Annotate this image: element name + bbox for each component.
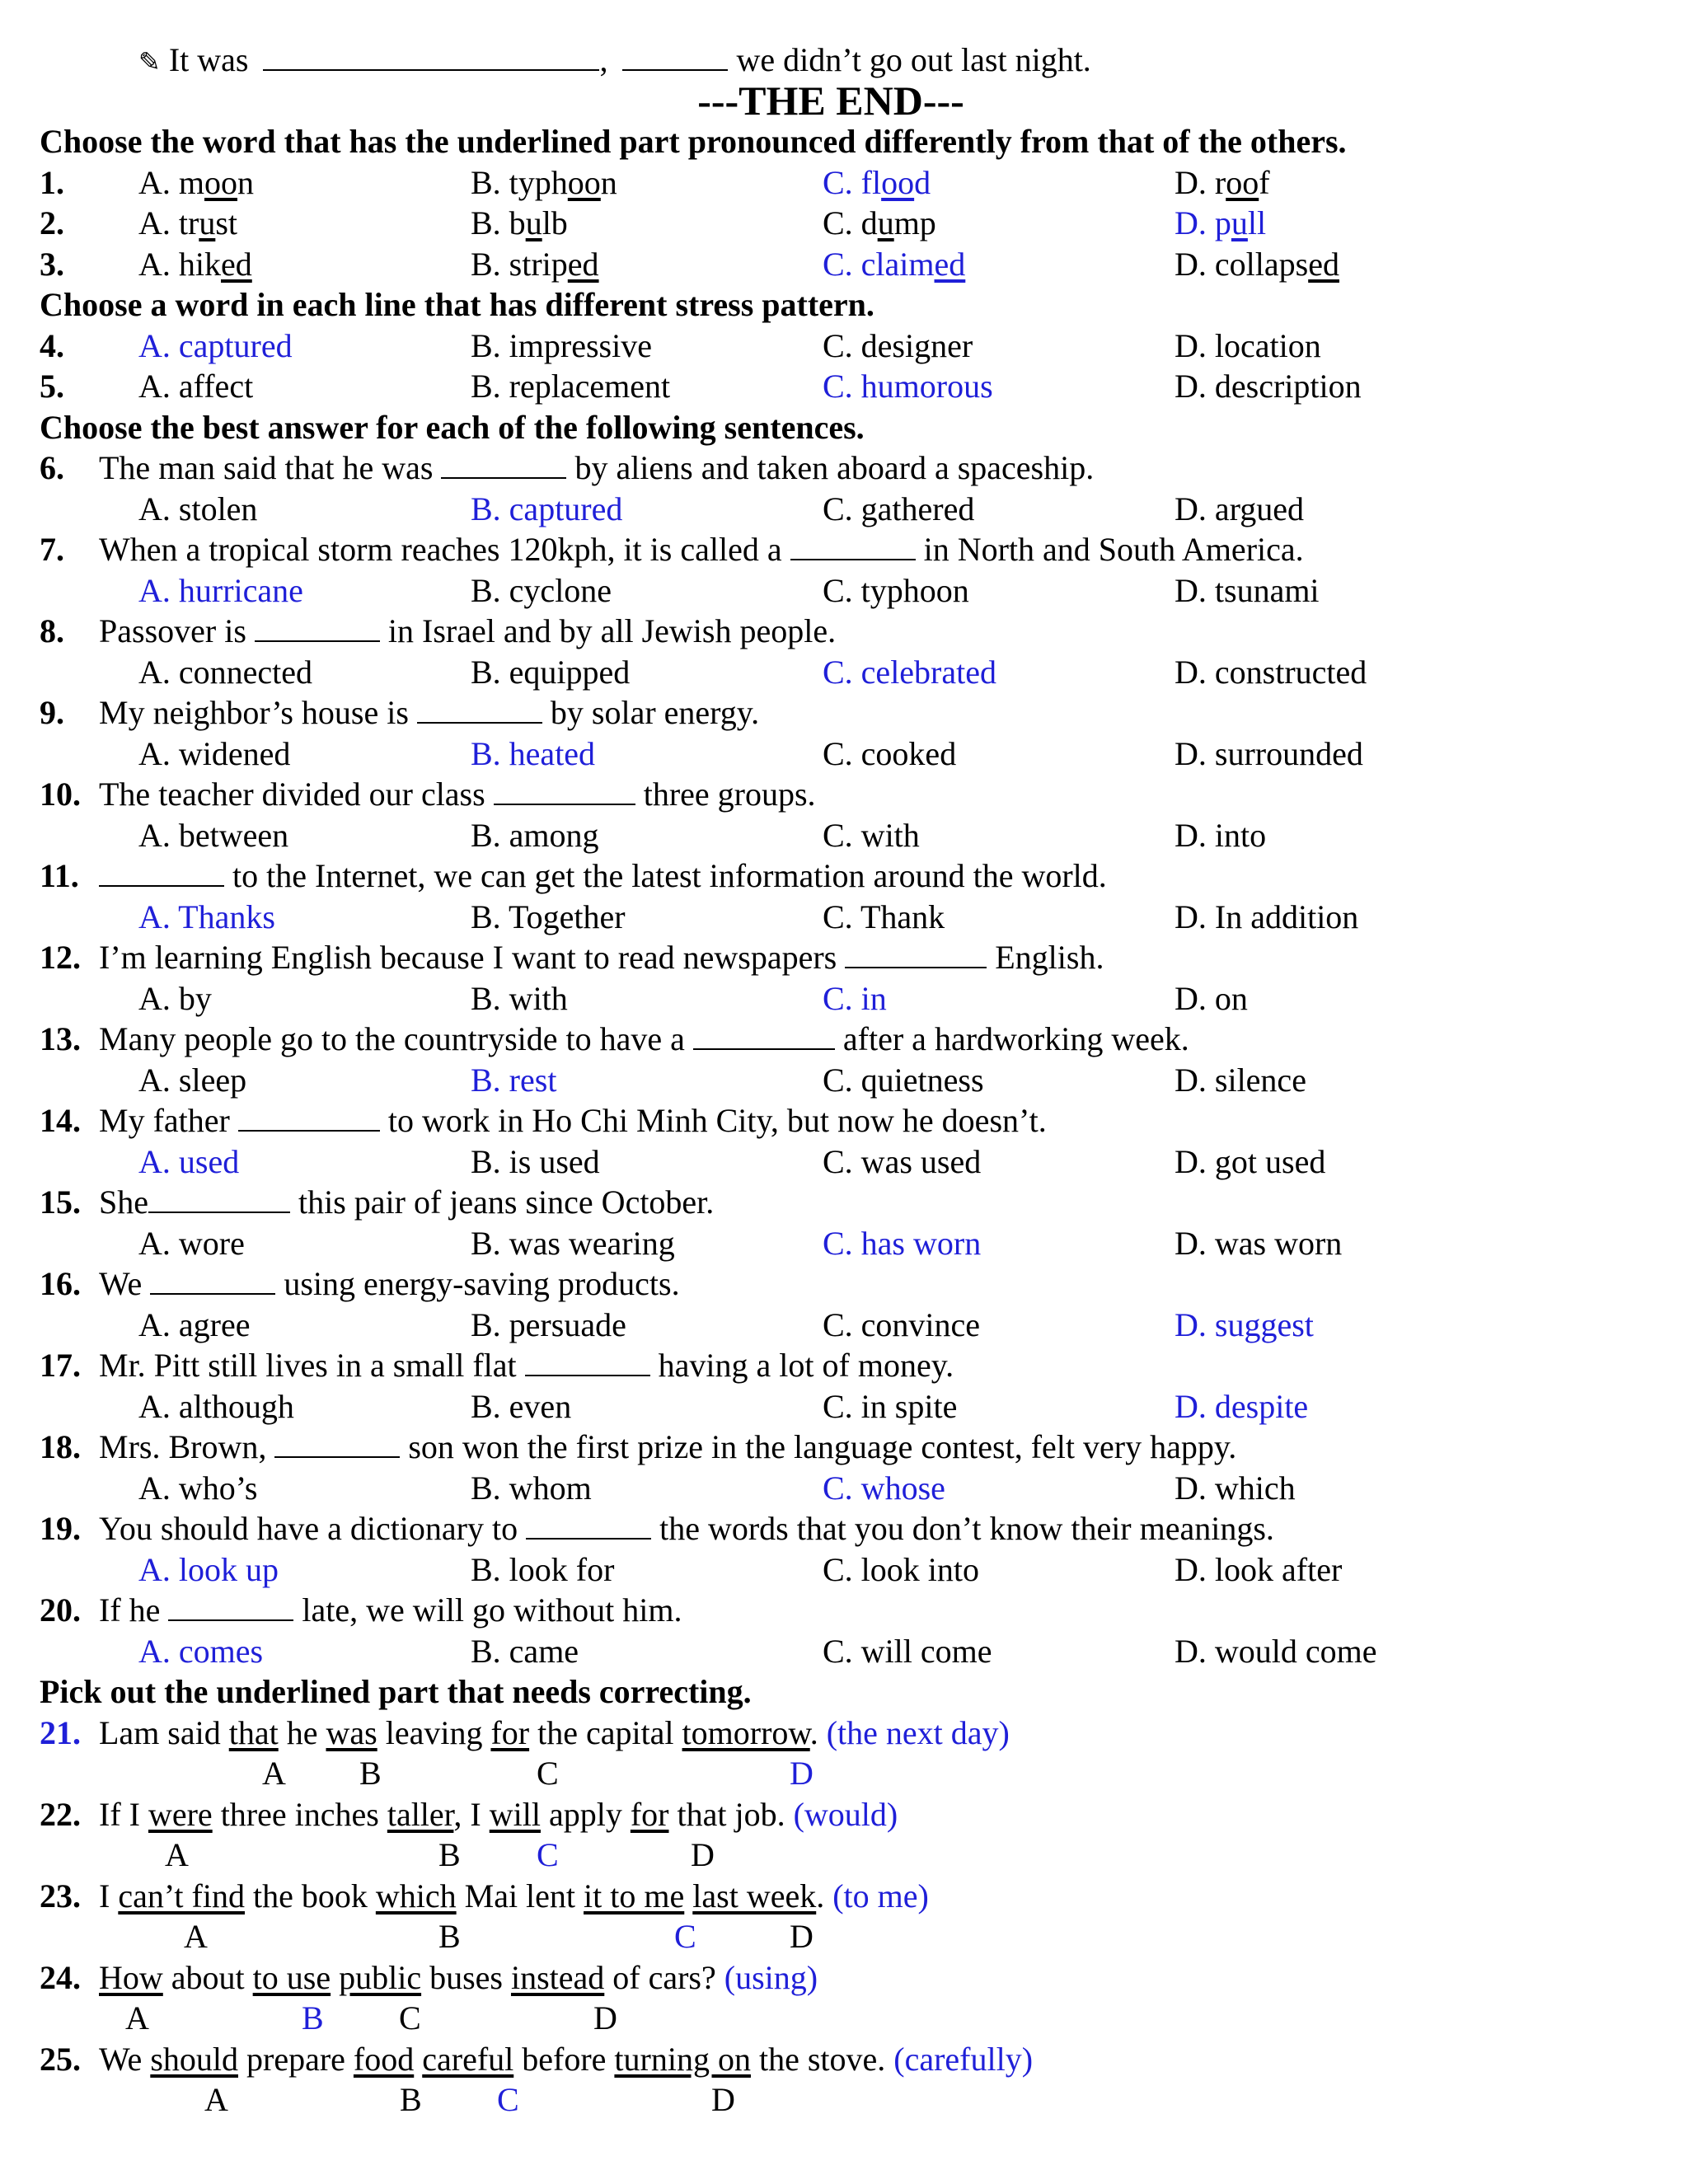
option-a-answer: A. used: [138, 1142, 240, 1180]
option-b: B. bulb: [471, 204, 568, 241]
option-d: D. which: [1175, 1469, 1296, 1507]
option-c: C. cooked: [823, 734, 957, 772]
option-c: C. designer: [823, 326, 973, 364]
question-6-stem: [40, 448, 1655, 489]
question-number: 23.: [40, 1877, 81, 1915]
option-c: C. with: [823, 816, 920, 854]
stem-text: three groups.: [643, 776, 816, 813]
answer-blank: [441, 448, 566, 479]
question-number: 12.: [40, 939, 81, 976]
stem-text: to work in Ho Chi Minh City, but now he doesn’t.: [387, 1102, 1047, 1139]
stem-text: having a lot of money.: [658, 1347, 954, 1384]
option-b: B. among: [471, 816, 599, 854]
option-b-answer: B. rest: [471, 1061, 557, 1099]
answer-blank: [274, 1427, 400, 1458]
question-2: [40, 203, 1655, 244]
question-18-stem: [40, 1427, 1655, 1468]
option-c: C. convince: [823, 1305, 981, 1343]
question-24-letters: [40, 1998, 1655, 2039]
option-c-answer: C. humorous: [823, 368, 993, 405]
question-6-options: [40, 489, 1655, 530]
intro-line: [40, 40, 1655, 81]
answer-blank: [263, 40, 599, 71]
underlined-part-a: that: [228, 1713, 279, 1751]
part-letter-a: A: [125, 1999, 149, 2036]
option-c: C. dump: [823, 204, 936, 241]
option-b: B. whom: [471, 1469, 592, 1507]
option-c-answer: C. flood: [823, 163, 931, 201]
part-letter-d: D: [593, 1999, 617, 2036]
option-d: D. constructed: [1175, 653, 1367, 691]
option-b: B. Together: [471, 898, 626, 935]
question-number: 21.: [40, 1713, 81, 1751]
question-number: 16.: [40, 1265, 81, 1302]
answer-blank: [790, 529, 916, 560]
worksheet: [40, 40, 1655, 2121]
question-number: 8.: [40, 612, 64, 649]
question-13-stem: [40, 1019, 1655, 1060]
section-heading-stress: Choose a word in each line that has different stress pattern.: [40, 286, 874, 323]
stem-text: My neighbor’s house is: [99, 694, 409, 731]
end-title: ---THE END---: [697, 77, 964, 124]
option-a-answer: A. hurricane: [138, 571, 303, 609]
question-number: 7.: [40, 531, 64, 568]
stem-text: We: [99, 1265, 143, 1302]
question-number: 15.: [40, 1183, 81, 1221]
stem-text: Passover is: [99, 612, 246, 649]
part-letter-b-answer: B: [302, 1999, 324, 2036]
part-letter-c: C: [399, 1999, 421, 2036]
question-21-letters: [40, 1753, 1655, 1794]
answer-blank: [417, 692, 542, 724]
option-c-answer: C. has worn: [823, 1224, 982, 1262]
answer-blank: [150, 1263, 275, 1295]
option-b: B. look for: [471, 1550, 615, 1588]
question-11-stem: [40, 855, 1655, 897]
stem-text: after a hardworking week.: [842, 1020, 1189, 1057]
question-10-stem: [40, 774, 1655, 815]
question-number: 1.: [40, 163, 64, 201]
question-number: 11.: [40, 857, 79, 894]
underlined-part-b: to use: [252, 1958, 331, 1996]
option-b: B. persuade: [471, 1305, 626, 1343]
option-c: C. Thank: [823, 898, 945, 935]
option-d: D. location: [1175, 326, 1321, 364]
part-letter-a: A: [184, 1918, 208, 1955]
stem-text: in Israel and by all Jewish people.: [387, 612, 837, 649]
option-d: D. look after: [1175, 1550, 1343, 1588]
intro-suffix: we didn’t go out last night.: [736, 41, 1091, 78]
pencil-icon: ✎: [138, 46, 161, 77]
question-22-stem: 22. If I were three inches taller, I will apply for that job. (would): [40, 1794, 1655, 1835]
option-d: D. got used: [1175, 1142, 1326, 1180]
question-number: 9.: [40, 694, 64, 731]
question-number: 20.: [40, 1591, 81, 1629]
option-c-answer: C. in: [823, 979, 887, 1017]
stem-text: The man said that he was: [99, 449, 434, 486]
question-12-stem: [40, 937, 1655, 978]
part-letter-c-answer: C: [537, 1836, 559, 1873]
option-b-answer: B. heated: [471, 734, 596, 772]
underlined-part-d: instead: [510, 1958, 605, 1996]
option-d: D. description: [1175, 368, 1362, 405]
stem-text: When a tropical storm reaches 120kph, it is called a: [99, 531, 782, 568]
section-heading-best-answer: Choose the best answer for each of the following sentences.: [40, 408, 865, 446]
option-a: A. widened: [138, 734, 291, 772]
option-b: B. striped: [471, 245, 599, 283]
option-d: D. argued: [1175, 490, 1304, 527]
correction-text: (to me): [832, 1877, 929, 1915]
part-letter-d: D: [691, 1836, 715, 1873]
question-number: 5.: [40, 368, 64, 405]
stem-text: using energy-saving products.: [284, 1265, 680, 1302]
question-8-stem: [40, 611, 1655, 652]
option-c-answer: C. whose: [823, 1469, 945, 1507]
underlined-part-a: How: [99, 1958, 163, 1996]
answer-blank: [238, 1100, 380, 1132]
answer-blank: [168, 1590, 293, 1621]
option-a: A. stolen: [138, 490, 258, 527]
question-12-options: [40, 978, 1655, 1019]
option-a: A. hiked: [138, 245, 252, 283]
stem-text: in North and South America.: [923, 531, 1304, 568]
answer-blank: [255, 611, 380, 642]
question-20-options: [40, 1631, 1655, 1672]
part-letter-d: D: [711, 2081, 735, 2118]
underlined-part-b: which: [375, 1877, 457, 1915]
question-number: 4.: [40, 326, 64, 364]
part-letter-c: C: [537, 1755, 559, 1792]
correction-text: (would): [793, 1795, 898, 1833]
correction-text: (the next day): [826, 1713, 1010, 1751]
question-number: 25.: [40, 2040, 81, 2078]
option-a: A. affect: [138, 368, 254, 405]
section-heading-error: Pick out the underlined part that needs correcting.: [40, 1673, 752, 1710]
option-a: A. by: [138, 979, 212, 1017]
question-9-options: [40, 733, 1655, 775]
question-22-letters: [40, 1835, 1655, 1876]
option-c: C. will come: [823, 1632, 992, 1670]
stem-text: Many people go to the countryside to have a: [99, 1020, 685, 1057]
option-d: D. surrounded: [1175, 734, 1363, 772]
question-11-options: [40, 897, 1655, 938]
question-19-options: [40, 1549, 1655, 1591]
question-16-options: [40, 1305, 1655, 1346]
part-letter-b: B: [438, 1836, 461, 1873]
question-17-options: [40, 1386, 1655, 1427]
option-d: D. into: [1175, 816, 1267, 854]
underlined-part-d: turning on: [614, 2040, 751, 2078]
question-5: [40, 366, 1655, 407]
stem-text: to the Internet, we can get the latest information around the world.: [232, 857, 1107, 894]
option-d: D. In addition: [1175, 898, 1359, 935]
option-d-answer: D. suggest: [1175, 1305, 1314, 1343]
question-number: 19.: [40, 1510, 81, 1547]
option-b: B. was wearing: [471, 1224, 675, 1262]
option-c: C. quietness: [823, 1061, 984, 1099]
option-d: D. would come: [1175, 1632, 1377, 1670]
stem-text: You should have a dictionary to: [99, 1510, 518, 1547]
option-a: A. between: [138, 816, 289, 854]
underlined-part-b: was: [326, 1713, 377, 1751]
option-a: A. moon: [138, 163, 254, 201]
correction-text: (carefully): [893, 2040, 1034, 2078]
underlined-part-a: were: [148, 1795, 213, 1833]
answer-blank: [693, 1019, 835, 1050]
option-d: D. silence: [1175, 1061, 1306, 1099]
stem-text: by aliens and taken aboard a spaceship.: [574, 449, 1095, 486]
part-letter-a: A: [204, 2081, 228, 2118]
part-letter-c-answer: C: [674, 1918, 696, 1955]
question-23-letters: [40, 1916, 1655, 1957]
question-15-options: [40, 1223, 1655, 1264]
option-d-answer: D. despite: [1175, 1387, 1309, 1425]
question-14-options: [40, 1141, 1655, 1183]
underlined-part-a: can’t find: [118, 1877, 245, 1915]
option-b: B. even: [471, 1387, 572, 1425]
part-letter-c-answer: C: [497, 2081, 519, 2118]
part-letter-b: B: [359, 1755, 382, 1792]
question-9-stem: [40, 692, 1655, 733]
option-d-answer: D. pull: [1175, 204, 1267, 241]
question-number: 13.: [40, 1020, 81, 1057]
intro-prefix: It was: [168, 41, 249, 78]
answer-blank: [525, 1345, 650, 1376]
underlined-part-d: tomorrow: [682, 1713, 810, 1751]
stem-text: by solar energy.: [550, 694, 760, 731]
question-3: [40, 244, 1655, 285]
part-letter-a: A: [165, 1836, 189, 1873]
option-a: A. connected: [138, 653, 313, 691]
underlined-part-c: it to me: [584, 1877, 685, 1915]
stem-text: She: [99, 1183, 148, 1221]
option-d: D. was worn: [1175, 1224, 1343, 1262]
stem-text: Mr. Pitt still lives in a small flat: [99, 1347, 517, 1384]
question-18-options: [40, 1468, 1655, 1509]
option-d: D. tsunami: [1175, 571, 1320, 609]
underlined-part-d: for: [630, 1795, 669, 1833]
option-c-answer: C. celebrated: [823, 653, 996, 691]
intro-comma: ,: [599, 41, 608, 78]
option-a-answer: A. captured: [138, 326, 293, 364]
underlined-part-b: food: [353, 2040, 415, 2078]
option-a: A. although: [138, 1387, 294, 1425]
question-1: [40, 162, 1655, 204]
option-b: B. typhoon: [471, 163, 617, 201]
question-number: 6.: [40, 449, 64, 486]
underlined-part-c: public: [339, 1958, 422, 1996]
question-8-options: [40, 652, 1655, 693]
question-16-stem: [40, 1263, 1655, 1305]
option-a-answer: A. look up: [138, 1550, 279, 1588]
part-letter-d: D: [790, 1918, 814, 1955]
option-a: A. sleep: [138, 1061, 247, 1099]
option-a: A. who’s: [138, 1469, 258, 1507]
option-b-answer: B. captured: [471, 490, 623, 527]
question-14-stem: [40, 1100, 1655, 1141]
correction-text: (using): [724, 1958, 818, 1996]
answer-blank: [526, 1508, 651, 1540]
stem-text: I’m learning English because I want to read newspapers: [99, 939, 837, 976]
underlined-part-b: taller: [387, 1795, 454, 1833]
stem-text: the words that you don’t know their meanings.: [659, 1510, 1274, 1547]
option-d: D. collapsed: [1175, 245, 1339, 283]
part-letter-d-answer: D: [790, 1755, 814, 1792]
answer-blank: [845, 937, 987, 968]
stem-text: son won the first prize in the language contest, felt very happy.: [408, 1428, 1237, 1465]
question-number: 3.: [40, 245, 64, 283]
option-b: B. came: [471, 1632, 579, 1670]
question-number: 24.: [40, 1958, 81, 1996]
stem-text: If he: [99, 1591, 161, 1629]
stem-text: The teacher divided our class: [99, 776, 485, 813]
option-b: B. equipped: [471, 653, 631, 691]
question-25-stem: 25. We should prepare food careful before turning on the stove. (carefully): [40, 2039, 1655, 2080]
option-c: C. in spite: [823, 1387, 958, 1425]
option-b: B. cyclone: [471, 571, 612, 609]
question-number: 2.: [40, 204, 64, 241]
question-number: 18.: [40, 1428, 81, 1465]
question-25-letters: [40, 2079, 1655, 2121]
option-b: B. impressive: [471, 326, 652, 364]
option-d: D. on: [1175, 979, 1248, 1017]
question-number: 14.: [40, 1102, 81, 1139]
option-c: C. look into: [823, 1550, 980, 1588]
question-number: 22.: [40, 1795, 81, 1833]
answer-blank: [148, 1182, 290, 1213]
stem-text: Mrs. Brown,: [99, 1428, 267, 1465]
stem-text: My father: [99, 1102, 230, 1139]
option-a-answer: A. Thanks: [138, 898, 275, 935]
underlined-part-c: for: [490, 1713, 530, 1751]
question-10-options: [40, 815, 1655, 856]
option-a: A. wore: [138, 1224, 245, 1262]
stem-text: this pair of jeans since October.: [298, 1183, 715, 1221]
stem-text: late, we will go without him.: [302, 1591, 682, 1629]
option-d: D. roof: [1175, 163, 1270, 201]
question-24-stem: 24. How about to use public buses instead of cars? (using): [40, 1957, 1655, 1999]
question-15-stem: [40, 1182, 1655, 1223]
underlined-part-a: should: [150, 2040, 238, 2078]
option-b: B. with: [471, 979, 568, 1017]
option-a: A. agree: [138, 1305, 251, 1343]
question-7-options: [40, 570, 1655, 612]
option-c-answer: C. claimed: [823, 245, 966, 283]
part-letter-b: B: [438, 1918, 461, 1955]
option-a-answer: A. comes: [138, 1632, 264, 1670]
question-21-stem: 21. Lam said that he was leaving for the capital tomorrow. (the next day): [40, 1713, 1655, 1754]
question-4: [40, 326, 1655, 367]
underlined-part-c: will: [489, 1795, 541, 1833]
option-c: C. gathered: [823, 490, 975, 527]
part-letter-b: B: [400, 2081, 422, 2118]
option-c: C. typhoon: [823, 571, 969, 609]
question-23-stem: 23. I can’t find the book which Mai lent it to me last week. (to me): [40, 1876, 1655, 1917]
option-c: C. was used: [823, 1142, 982, 1180]
option-a: A. trust: [138, 204, 238, 241]
underlined-part-d: last week: [692, 1877, 817, 1915]
answer-blank: [622, 40, 728, 71]
option-b: B. replacement: [471, 368, 671, 405]
question-number: 10.: [40, 776, 81, 813]
question-7-stem: [40, 529, 1655, 570]
question-20-stem: [40, 1590, 1655, 1631]
answer-blank: [494, 774, 635, 805]
stem-text: English.: [995, 939, 1104, 976]
question-number: 17.: [40, 1347, 81, 1384]
question-13-options: [40, 1060, 1655, 1101]
section-heading-pronunciation: Choose the word that has the underlined part pronounced differently from that of the others.: [40, 123, 1347, 160]
underlined-part-c: careful: [422, 2040, 514, 2078]
question-17-stem: [40, 1345, 1655, 1386]
question-19-stem: [40, 1508, 1655, 1549]
part-letter-a: A: [262, 1755, 286, 1792]
answer-blank: [99, 855, 224, 887]
option-b: B. is used: [471, 1142, 600, 1180]
